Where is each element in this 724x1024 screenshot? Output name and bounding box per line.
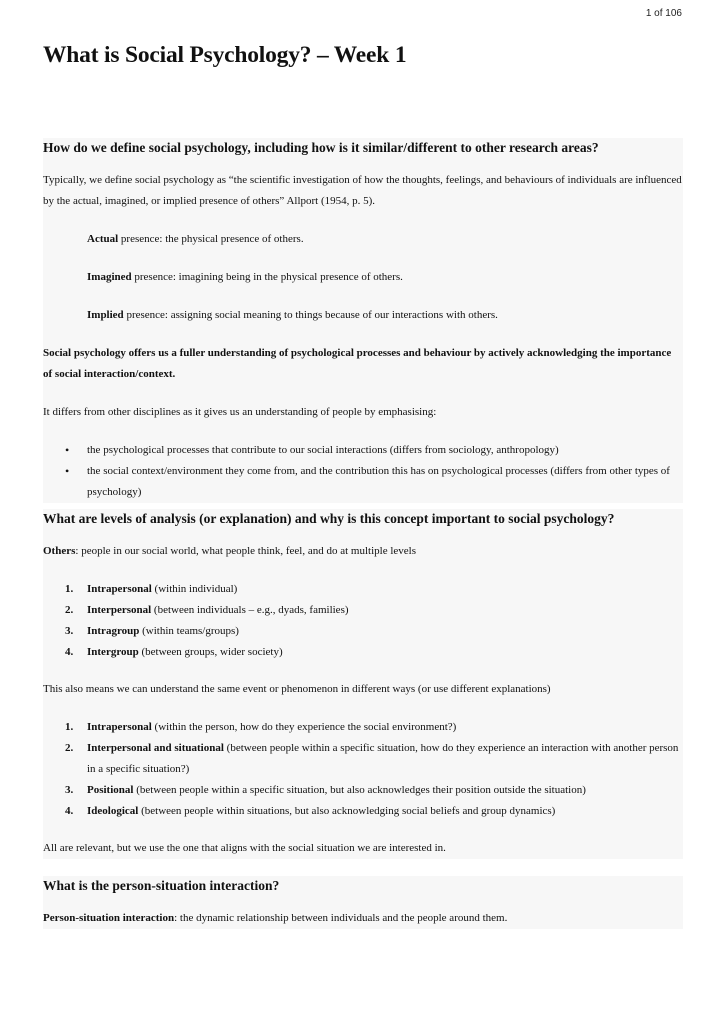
definition: (between people within a specific situation, but also acknowledges their position outside the situation): [133, 784, 586, 796]
list-number: 2.: [65, 742, 74, 754]
definition: (between groups, wider society): [138, 646, 283, 658]
list-number: 3.: [65, 784, 74, 796]
term: Others: [43, 545, 76, 557]
list-item: [65, 621, 683, 642]
paragraph-all-relevant: All are relevant, but we use the one that aligns with the social situation we are interested in.: [43, 842, 446, 854]
section-heading: What are levels of analysis (or explanation) and why is this concept important to social psychology?: [43, 511, 615, 526]
term: Ideological: [87, 805, 139, 817]
term: Imagined: [87, 271, 132, 283]
document-title: What is Social Psychology? – Week 1: [43, 42, 407, 68]
definition: (between individuals – e.g., dyads, families): [151, 604, 349, 616]
definition: (between people within a specific situation, how do they experience an interaction with another person in a specific situation?): [87, 742, 679, 775]
definition: (within the person, how do they experience the social environment?): [151, 721, 457, 733]
paragraph-emphasis: [43, 343, 683, 385]
list-number: 2.: [65, 604, 74, 616]
presence-imagined: [87, 267, 683, 288]
term: Interpersonal: [87, 604, 152, 616]
term: Implied: [87, 309, 124, 321]
term: Intrapersonal: [87, 721, 152, 733]
list-item: [65, 738, 683, 780]
paragraph-differs: It differs from other disciplines as it gives us an understanding of people by emphasising:: [43, 406, 437, 418]
list-number: 4.: [65, 805, 74, 817]
list-number: 4.: [65, 646, 74, 658]
page-number: 1 of 106: [645, 8, 682, 19]
levels-list: [43, 579, 683, 663]
list-item: • the social context/environment they come from, and the contribution this has on psychological processes (differs from other types of psychology): [87, 461, 683, 503]
list-item: • the psychological processes that contribute to our social interactions (differs from sociology, anthropology): [87, 440, 683, 461]
emphasis-text: Social psychology offers us a fuller understanding of psychological processes and behaviour by actively acknowledging the importance of social interaction/context.: [43, 347, 672, 380]
section-person-situation: [43, 876, 683, 929]
definition: : people in our social world, what people think, feel, and do at multiple levels: [75, 545, 416, 557]
definition: : the dynamic relationship between individuals and the people around them.: [174, 912, 508, 924]
definition: presence: the physical presence of others.: [118, 233, 304, 245]
list-item: [65, 717, 683, 738]
list-item: [65, 780, 683, 801]
presence-actual: [87, 229, 683, 250]
list-item: [65, 642, 683, 663]
document-body: [43, 138, 683, 946]
section-heading: What is the person-situation interaction?: [43, 878, 280, 893]
list-item: [65, 801, 683, 822]
section-levels: [43, 509, 683, 859]
section-heading: How do we define social psychology, including how is it similar/different to other research areas?: [43, 140, 599, 155]
list-item: [65, 579, 683, 600]
section-definition: [43, 138, 683, 503]
paragraph-also: This also means we can understand the same event or phenomenon in different ways (or use different explanations): [43, 683, 551, 695]
definition: (within teams/groups): [139, 625, 239, 637]
term: Interpersonal and situational: [87, 742, 224, 754]
term: Intragroup: [87, 625, 140, 637]
term: Intergroup: [87, 646, 139, 658]
term: Positional: [87, 784, 134, 796]
list-number: 1.: [65, 583, 74, 595]
term: Intrapersonal: [87, 583, 152, 595]
presence-implied: [87, 305, 683, 326]
paragraph-others: [43, 541, 683, 562]
term: Actual: [87, 233, 119, 245]
explanations-list: [43, 717, 683, 822]
bullet-list: [43, 440, 683, 503]
definition: presence: assigning social meaning to things because of our interactions with others.: [123, 309, 498, 321]
list-item: [65, 600, 683, 621]
definition: presence: imagining being in the physical presence of others.: [131, 271, 403, 283]
definition: (within individual): [151, 583, 238, 595]
list-number: 1.: [65, 721, 74, 733]
paragraph-intro: Typically, we define social psychology as “the scientific investigation of how the thoughts, feelings, and behaviours of individuals are influenced by the actual, imagined, or implied presence of others” Allport (1954, p. 5).: [43, 174, 682, 207]
term: Person-situation interaction: [43, 912, 175, 924]
list-number: 3.: [65, 625, 74, 637]
paragraph-definition: [43, 908, 683, 929]
definition: (between people within situations, but also acknowledging social beliefs and group dynamics): [138, 805, 556, 817]
